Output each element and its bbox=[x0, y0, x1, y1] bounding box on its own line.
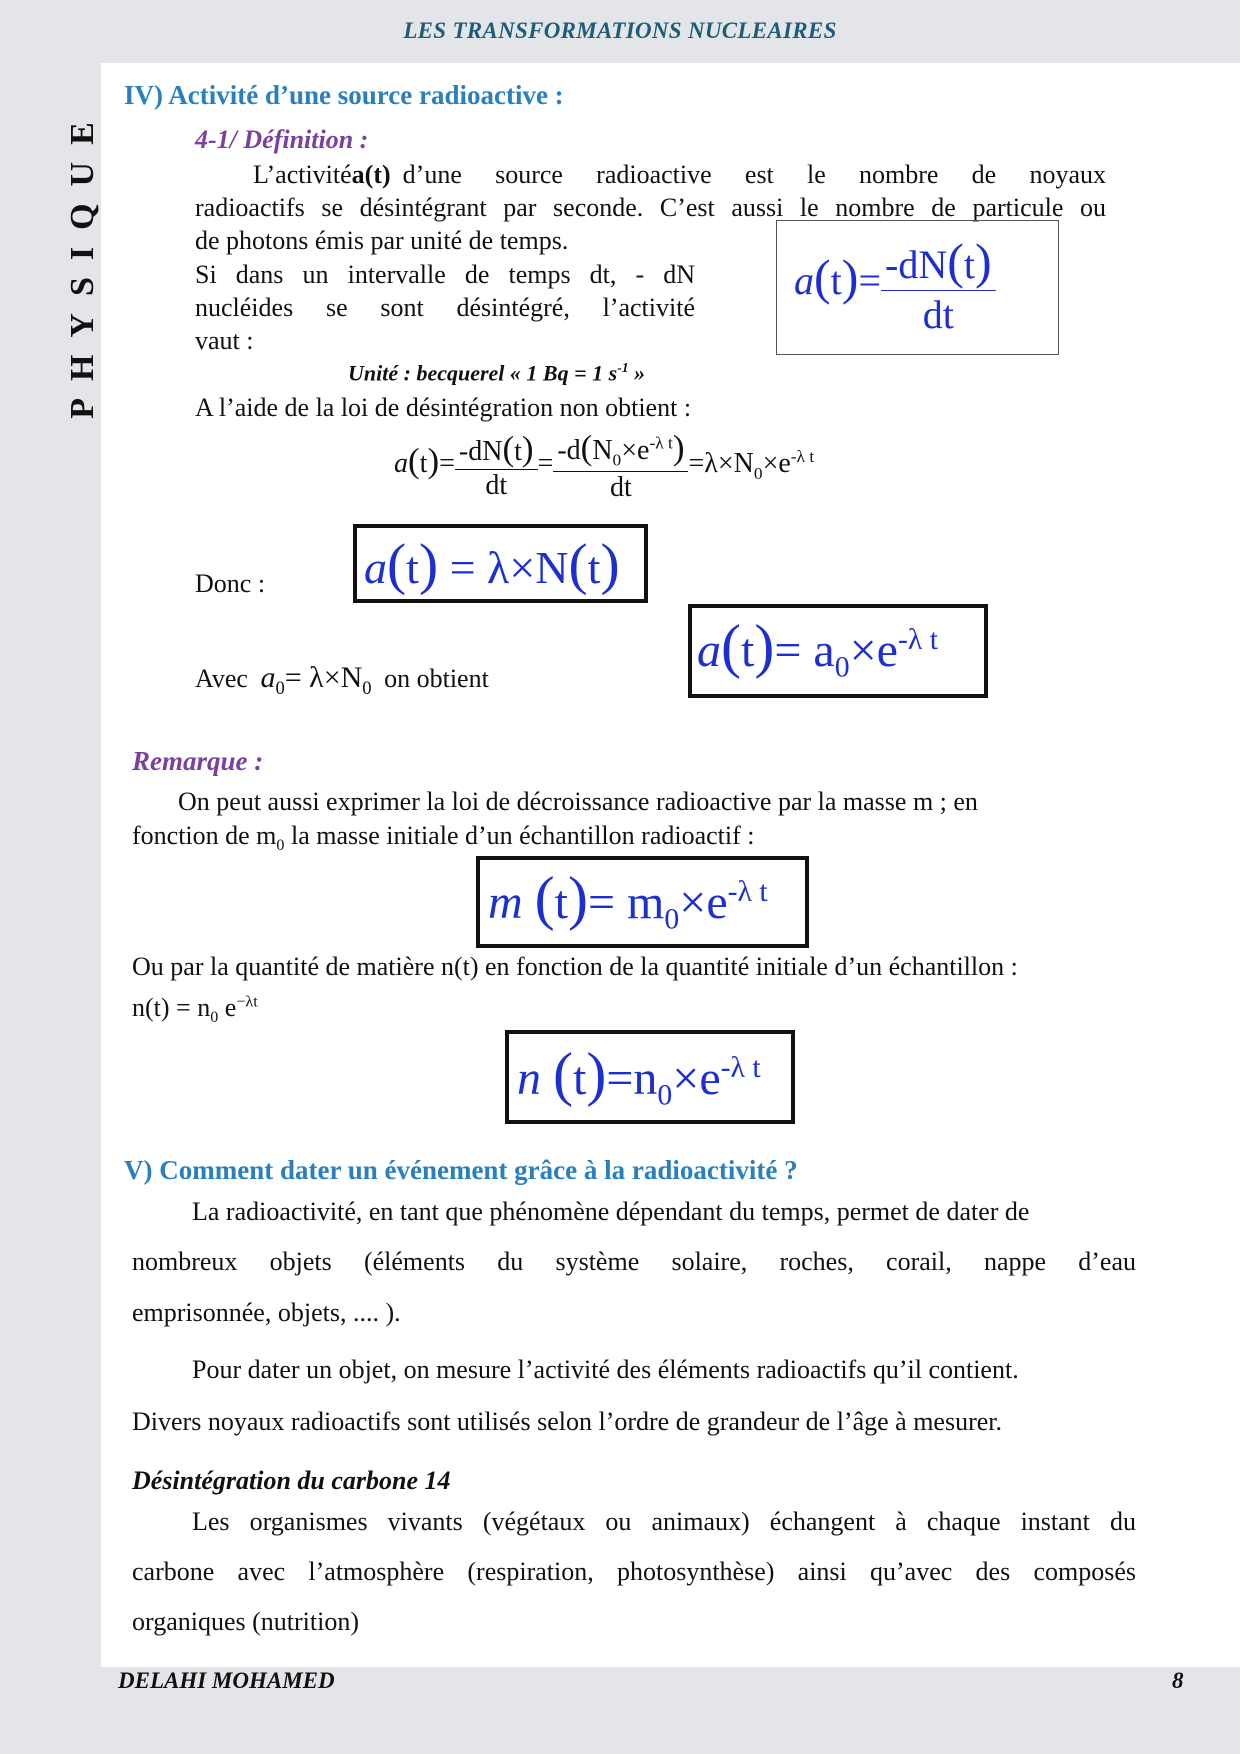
activity-derivation-formula: a(t)= $\frac{-dN(t)}{dt}$ = $\frac{-d(N_0\times e^{-\lambda t})}{dt}$ $=\lambda\times N_0\times e^{-\lambda t}$ bbox=[394, 428, 815, 503]
definition-line-1-rest: d’une source radioactive est le nombre de noyaux bbox=[402, 160, 1106, 189]
section-5-p3-line-2: carbone avec l’atmosphère (respiration, photosynthèse) ainsi qu’avec des composés bbox=[132, 1557, 1136, 1586]
section-4-heading: IV) Activité d’une source radioactive : bbox=[124, 80, 564, 110]
avec-label: Avec bbox=[195, 664, 248, 693]
carbon-14-heading: Désintégration du carbone 14 bbox=[132, 1466, 451, 1495]
quantity-formula: n $(t)=n_0\times e^{-\lambda t}$ bbox=[517, 1041, 761, 1112]
activity-symbol: a(t) bbox=[351, 160, 391, 189]
remarque-line-4-prefix: n(t) = n bbox=[132, 993, 211, 1022]
section-5-heading: V) Comment dater un événement grâce à la radioactivité ? bbox=[124, 1155, 798, 1185]
mass-formula: m $(t)= m_0\times e^{-\lambda t}$ bbox=[488, 865, 768, 936]
section-5-p2-line-2: Divers noyaux radioactifs sont utilisés selon l’ordre de grandeur de l’âge à mesurer. bbox=[132, 1407, 1002, 1436]
activity-lambda-formula: a(t) = λ×N(t) bbox=[364, 533, 620, 596]
avec-line bbox=[195, 660, 489, 700]
remarque-line-4-e: e bbox=[218, 993, 237, 1022]
sidebar-label-text: PHYSIQUE bbox=[64, 105, 101, 419]
remarque-line-1: On peut aussi exprimer la loi de décroissance radioactive par la masse m ; en bbox=[178, 787, 978, 816]
unit-line-exponent: -1 bbox=[617, 360, 629, 375]
unit-line bbox=[348, 360, 645, 387]
section-5-p2-line-1: Pour dater un objet, on mesure l’activité des éléments radioactifs qu’il contient. bbox=[192, 1355, 1019, 1384]
remarque-line-2-rest: la masse initiale d’un échantillon radioactif : bbox=[284, 821, 755, 850]
footer-author: DELAHI MOHAMED bbox=[118, 1668, 335, 1693]
definition-line-5: nucléides se sont désintégré, l’activité bbox=[195, 293, 695, 322]
remarque-heading: Remarque : bbox=[132, 746, 264, 776]
remarque-line-2-prefix: fonction de m bbox=[132, 821, 277, 850]
definition-line-1-prefix: L’activité bbox=[253, 160, 352, 189]
donc-label: Donc : bbox=[195, 569, 266, 598]
remarque-line-4-sub: 0 bbox=[210, 1009, 219, 1027]
section-5-p3-line-1: Les organismes vivants (végétaux ou animaux) échangent à chaque instant du bbox=[192, 1507, 1136, 1536]
activity-definition-formula: a(t)= $\frac{-dN(t)}{dt}$ bbox=[794, 232, 996, 338]
definition-line-6: vaut : bbox=[195, 326, 254, 355]
definition-line-2: radioactifs se désintégrant par seconde. C’est aussi le nombre de particule ou bbox=[195, 193, 1106, 222]
definition-line-1 bbox=[195, 159, 1106, 190]
section-5-p3-line-3: organiques (nutrition) bbox=[132, 1607, 359, 1636]
a0-definition: $a_0= \lambda\times N_0$ bbox=[260, 661, 372, 699]
avec-suffix: on obtient bbox=[384, 664, 489, 693]
activity-exponential-formula: $a(t)= a_0\times e^{-\lambda t}$ bbox=[697, 613, 938, 684]
unit-line-suffix: » bbox=[628, 360, 646, 386]
law-intro-line: A l’aide de la loi de désintégration non obtient : bbox=[195, 393, 692, 422]
definition-line-3: de photons émis par unité de temps. bbox=[195, 226, 569, 255]
footer-page-number: 8 bbox=[1172, 1668, 1184, 1693]
definition-subheading: 4-1/ Définition : bbox=[195, 125, 369, 154]
remarque-line-3: Ou par la quantité de matière n(t) en fonction de la quantité initiale d’un échantillon : bbox=[132, 952, 1018, 981]
unit-line-prefix: Unité : becquerel « 1 Bq = 1 s bbox=[348, 360, 618, 386]
definition-line-4: Si dans un intervalle de temps dt, - dN bbox=[195, 260, 695, 289]
remarque-line-2 bbox=[132, 820, 755, 856]
remarque-line-2-sub: 0 bbox=[276, 837, 285, 855]
section-5-p1-line-3: emprisonnée, objets, .... ). bbox=[132, 1298, 401, 1327]
sidebar-label bbox=[58, 105, 108, 419]
section-5-p1-line-1: La radioactivité, en tant que phénomène dépendant du temps, permet de dater de bbox=[192, 1197, 1030, 1226]
remarque-line-4-exponent: −λt bbox=[236, 993, 258, 1011]
remarque-line-4 bbox=[132, 992, 258, 1028]
page-header-title: LES TRANSFORMATIONS NUCLEAIRES bbox=[403, 18, 837, 43]
section-5-p1-line-2: nombreux objets (éléments du système solaire, roches, corail, nappe d’eau bbox=[132, 1247, 1136, 1276]
